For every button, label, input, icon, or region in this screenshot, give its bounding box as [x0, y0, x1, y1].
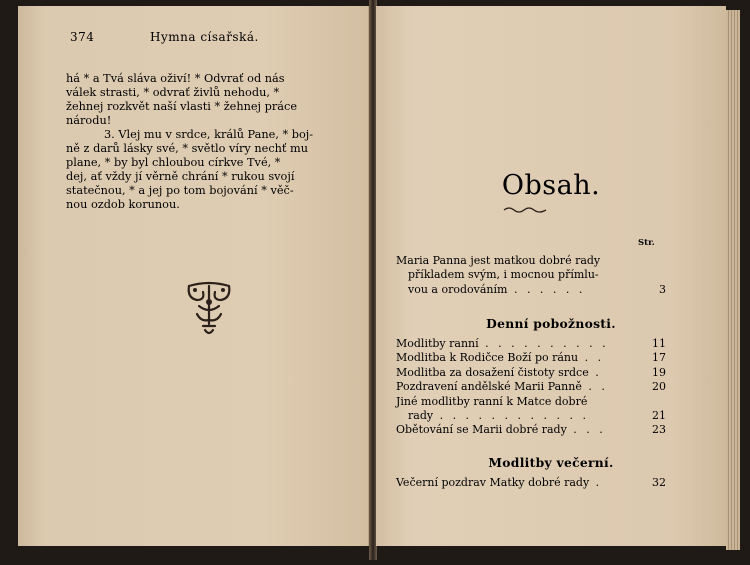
toc-page-number: 17: [652, 351, 666, 365]
verse-line: há * a Tvá sláva oživí! * Odvrať od nás: [66, 72, 285, 85]
verse-line: 3. Vlej mu v srdce, králů Pane, * boj-: [104, 128, 314, 141]
toc-entry-list: [396, 337, 666, 438]
toc-entry: Modlitba k Rodičce Boží po ránu . . 17: [396, 351, 666, 365]
toc-entry: Modlitby ranní . . . . . . . . . . 11: [396, 337, 666, 350]
toc-entry: Pozdravení andělské Marii Panně . . 20: [396, 380, 666, 394]
page-column-label: Str.: [638, 238, 655, 248]
toc-entry: Večerní pozdrav Matky dobré rady . 32: [396, 476, 666, 489]
toc-line: Maria Panna jest matkou dobré rady: [396, 254, 601, 267]
toc-entry: Modlitba za dosažení čistoty srdce . 19: [396, 365, 666, 379]
toc-page-number: 3: [659, 282, 666, 296]
verse-line: národu!: [66, 114, 112, 127]
toc-page-number: 11: [652, 337, 666, 350]
verse-line: dej, ať vždy jí věrně chrání * rukou svojí: [66, 170, 295, 183]
page-number: 374: [70, 30, 95, 44]
verse-line: statečnou, * a jej po tom bojování * věč-: [66, 184, 294, 197]
toc-page-number: 23: [652, 423, 666, 437]
toc-line: vou a orodováním . . . . . . 3: [408, 282, 666, 296]
verse-line: válek strasti, * odvrať živlů nehodu, *: [66, 86, 280, 99]
toc-entry: Jiné modlitby ranní k Matce dobré: [396, 394, 588, 408]
verse-line: plane, * by byl chloubou církve Tvé, *: [66, 156, 281, 169]
toc-entry-list: [396, 476, 666, 490]
toc-page-number: 32: [652, 476, 666, 489]
toc-entry: Obětování se Marii dobré rady . . . 23: [396, 423, 666, 437]
page-edges: [726, 10, 740, 550]
toc-page-number: 20: [652, 380, 666, 394]
verse-line: nou ozdob korunou.: [66, 198, 180, 211]
ornament-icon: [185, 280, 233, 336]
toc-entry: [396, 254, 666, 297]
toc-entry: rady . . . . . . . . . . . . 21: [408, 408, 666, 422]
section-title: Modlitby večerní.: [488, 455, 614, 470]
toc-page-number: 21: [652, 408, 666, 422]
verse-line: ně z darů lásky své, * světlo víry nechť mu: [66, 142, 309, 155]
toc-line: příkladem svým, i mocnou přímlu-: [408, 268, 599, 282]
toc-heading: Obsah.: [501, 170, 601, 201]
toc-page-number: 19: [652, 365, 666, 379]
verse-line: žehnej rozkvět naší vlasti * žehnej práce: [66, 100, 298, 113]
running-title: Hymna císařská.: [150, 30, 259, 44]
section-title: Denní pobožnosti.: [486, 316, 616, 331]
swash-ornament: [503, 206, 547, 214]
